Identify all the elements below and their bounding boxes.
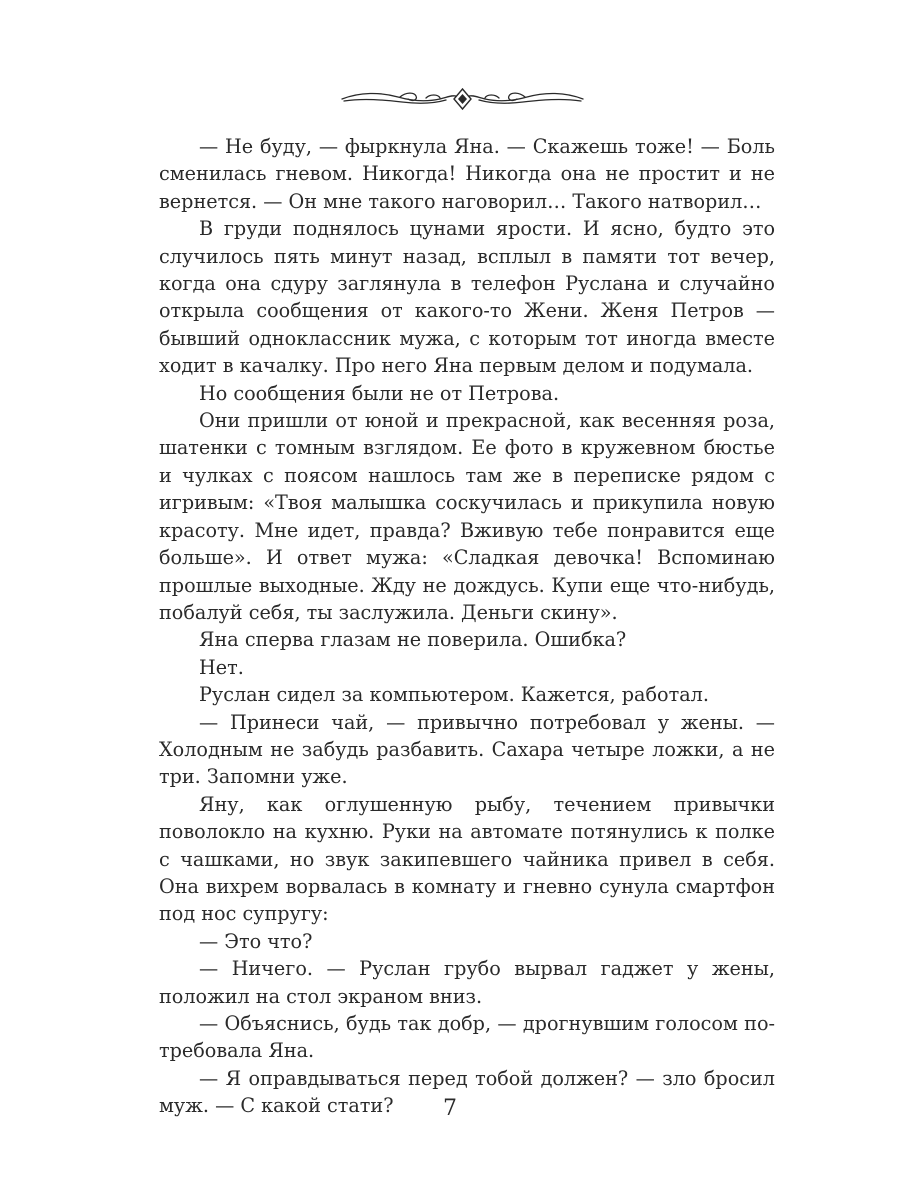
paragraph: — Это что? — [199, 929, 313, 953]
paragraph: Они пришли от юной и прекрасной, как весенняя роза, шатенки с томным взглядом. Ее фото в кружевном бюстье и чулках с поясом нашлось там же в переписке рядом с игривым: «Твоя малышка соскучилась и прикупила новую красоту. Мне идет, правда? Вживую тебе понравится еще больше». И ответ мужа: «Сладкая девочка! Вспоминаю прошлые выходные. Жду не дождусь. Купи еще что-нибудь, побалуй себя, ты заслужила. Деньги скину». — [159, 409, 775, 624]
paragraph: — Не буду, — фыркнула Яна. — Скажешь тоже! — Боль сменилась гневом. Никогда! Никогда она не простит и не вернется. — Он мне такого наговорил… Такого натворил… — [159, 135, 775, 213]
paragraph: — Принеси чай, — привычно потребовал у жены. — Холодным не забудь разбавить. Сахара четыре ложки, а не три. Запомни уже. — [159, 710, 775, 789]
paragraph: — Ничего. — Руслан грубо вырвал гаджет у жены, положил на стол экраном вниз. — [159, 957, 775, 1008]
paragraph: Яну, как оглушенную рыбу, течением привычки поволокло на кухню. Руки на автомате потянулись к полке с чашками, но звук закипевшего чайника привел в себя. Она вихрем ворвалась в комнату и гневно сунула смартфон под нос супругу: — [159, 792, 775, 926]
paragraph: Яна сперва глазам не поверила. Ошибка? — [199, 628, 627, 652]
header-ornament-icon — [340, 86, 585, 112]
paragraph: Но сообщения были не от Петрова. — [199, 381, 560, 405]
paragraph: В груди поднялось цунами ярости. И ясно, будто это случилось пять минут назад, всплыл в памяти тот вечер, когда она сдуру заглянула в телефон Руслана и случайно открыла сообщения от какого-то Жени. Женя Петров — бывший одноклассник мужа, с которым тот иногда вместе ходит в качалку. Про него Яна первым делом и подумала. — [159, 217, 775, 378]
body-text — [159, 133, 775, 1120]
paragraph: — Я оправдываться перед тобой должен? — зло бросил муж. — С какой стати? — [159, 1066, 775, 1118]
paragraph: Руслан сидел за компьютером. Кажется, работал. — [199, 683, 709, 707]
page-number: 7 — [443, 1096, 457, 1121]
paragraph: Нет. — [199, 655, 244, 679]
paragraph: — Объяснись, будь так добр, — дрогнувшим голосом потребовала Яна. — [159, 1012, 775, 1063]
